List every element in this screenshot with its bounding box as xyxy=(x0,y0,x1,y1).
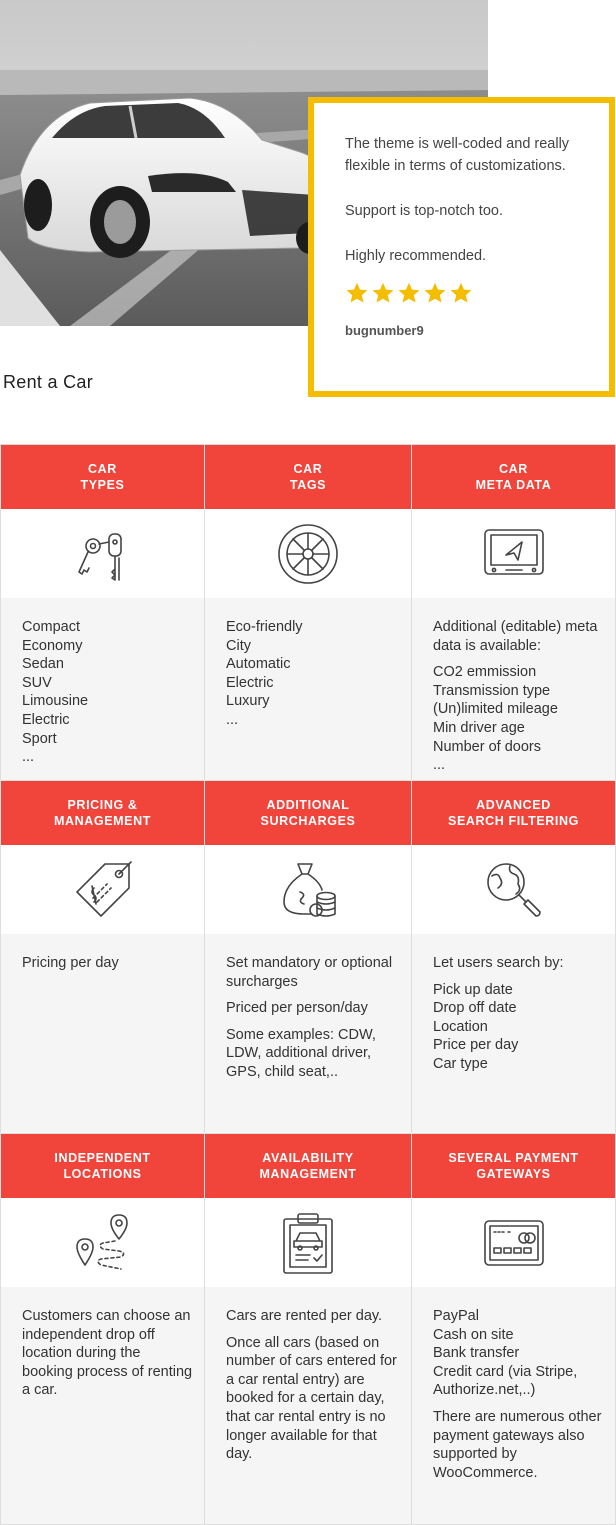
feature-card xyxy=(412,1134,616,1525)
feature-list-item: Car type xyxy=(433,1055,488,1072)
feature-list-item: Number of doors xyxy=(433,738,541,755)
feature-list-item: Price per day xyxy=(433,1037,519,1054)
feature-list-item: Sport xyxy=(22,730,57,747)
feature-list-item: PayPal xyxy=(433,1308,479,1324)
feature-list-item: Cash on site xyxy=(433,1326,514,1343)
star-icon xyxy=(345,281,369,305)
feature-list-item: SUV xyxy=(22,674,52,691)
feature-list-item: City xyxy=(226,637,251,654)
feature-list-item: ... xyxy=(433,757,446,774)
star-rating xyxy=(345,281,589,305)
feature-list-item: Pick up date xyxy=(433,981,513,998)
testimonial-text-2: Support is top-notch too. xyxy=(345,203,503,219)
feature-list-item: Economy xyxy=(22,637,83,654)
feature-description xyxy=(412,934,615,1074)
feature-card xyxy=(205,1134,412,1525)
feature-paragraph: Let users search by: xyxy=(433,955,564,971)
feature-list-item: Credit card (via Stripe, Authorize.net,..) xyxy=(433,1363,578,1399)
feature-title: CAR TAGS xyxy=(205,445,411,509)
feature-paragraph: There are numerous other payment gateways also supported by WooCommerce. xyxy=(433,1408,602,1481)
feature-card xyxy=(412,445,616,781)
feature-card xyxy=(205,781,412,1134)
feature-paragraph: Additional (editable) meta data is available: xyxy=(433,619,598,654)
feature-list-item: Luxury xyxy=(226,693,270,710)
testimonial-text-1: The theme is well-coded and really flexible in terms of customizations. xyxy=(345,136,570,174)
feature-list-item: Location xyxy=(433,1018,488,1035)
star-icon xyxy=(449,281,473,305)
feature-description xyxy=(412,598,615,775)
feature-card xyxy=(0,1134,205,1525)
feature-card xyxy=(0,445,205,781)
testimonial-author: bugnumber9 xyxy=(345,323,424,338)
feature-description xyxy=(1,1287,204,1408)
route-pins-icon xyxy=(1,1198,204,1287)
feature-list-item: Electric xyxy=(226,674,274,691)
wheel-icon xyxy=(205,509,411,598)
feature-paragraph: Priced per person/day xyxy=(226,1000,368,1017)
feature-card xyxy=(205,445,412,781)
feature-list-item: (Un)limited mileage xyxy=(433,701,558,718)
gps-navigator-icon xyxy=(412,509,615,598)
feature-list-item: Pricing per day xyxy=(22,955,119,971)
feature-description xyxy=(205,934,411,1090)
feature-title: ADDITIONAL SURCHARGES xyxy=(205,781,411,845)
star-icon xyxy=(371,281,395,305)
money-bag-icon xyxy=(205,845,411,934)
price-tag-icon xyxy=(1,845,204,934)
feature-list-item: Compact xyxy=(22,619,81,635)
credit-card-icon xyxy=(412,1198,615,1287)
feature-description xyxy=(1,934,204,973)
feature-paragraph: Once all cars (based on number of cars entered for a car rental entry) are booked for a certain day, that car rental entry is no longer available for that day. xyxy=(226,1334,397,1463)
feature-list-item: Limousine xyxy=(22,693,89,710)
feature-list-item: ... xyxy=(226,711,239,728)
car-keys-icon xyxy=(1,509,204,598)
clipboard-car-icon xyxy=(205,1198,411,1287)
feature-list-item: Electric xyxy=(22,711,70,728)
feature-title: PRICING & MANAGEMENT xyxy=(1,781,204,845)
globe-search-icon xyxy=(412,845,615,934)
feature-card xyxy=(412,781,616,1134)
feature-description xyxy=(205,598,411,730)
feature-list-item: Min driver age xyxy=(433,719,525,736)
feature-list-item: Eco-friendly xyxy=(226,619,303,635)
feature-description xyxy=(205,1287,411,1472)
feature-list-item: Transmission type xyxy=(433,682,551,699)
feature-paragraph: Cars are rented per day. xyxy=(226,1308,383,1324)
feature-list-item: Automatic xyxy=(226,656,291,673)
feature-title: AVAILABILITY MANAGEMENT xyxy=(205,1134,411,1198)
feature-title: CAR TYPES xyxy=(1,445,204,509)
feature-title: CAR META DATA xyxy=(412,445,615,509)
feature-description xyxy=(1,598,204,767)
feature-title: INDEPENDENT LOCATIONS xyxy=(1,1134,204,1198)
feature-title: ADVANCED SEARCH FILTERING xyxy=(412,781,615,845)
section-title: Rent a Car xyxy=(3,372,94,392)
testimonial-text-3: Highly recommended. xyxy=(345,248,487,264)
feature-list-item: Sedan xyxy=(22,656,64,673)
feature-card xyxy=(0,781,205,1134)
testimonial-card xyxy=(308,97,615,397)
spacer xyxy=(433,1400,605,1408)
feature-list-item: ... xyxy=(22,749,35,766)
feature-paragraph: Customers can choose an independent drop off location during the booking process of renting a car. xyxy=(22,1308,193,1399)
feature-list-item: CO2 emmission xyxy=(433,664,537,681)
feature-list-item: Bank transfer xyxy=(433,1345,520,1362)
feature-paragraph: Set mandatory or optional surcharges xyxy=(226,955,393,990)
star-icon xyxy=(423,281,447,305)
feature-list-item: Drop off date xyxy=(433,1000,517,1017)
feature-title: SEVERAL PAYMENT GATEWAYS xyxy=(412,1134,615,1198)
feature-description xyxy=(412,1287,615,1490)
feature-paragraph: Some examples: CDW, LDW, additional driver, GPS, child seat,.. xyxy=(226,1026,376,1080)
star-icon xyxy=(397,281,421,305)
feature-grid xyxy=(0,444,616,1524)
